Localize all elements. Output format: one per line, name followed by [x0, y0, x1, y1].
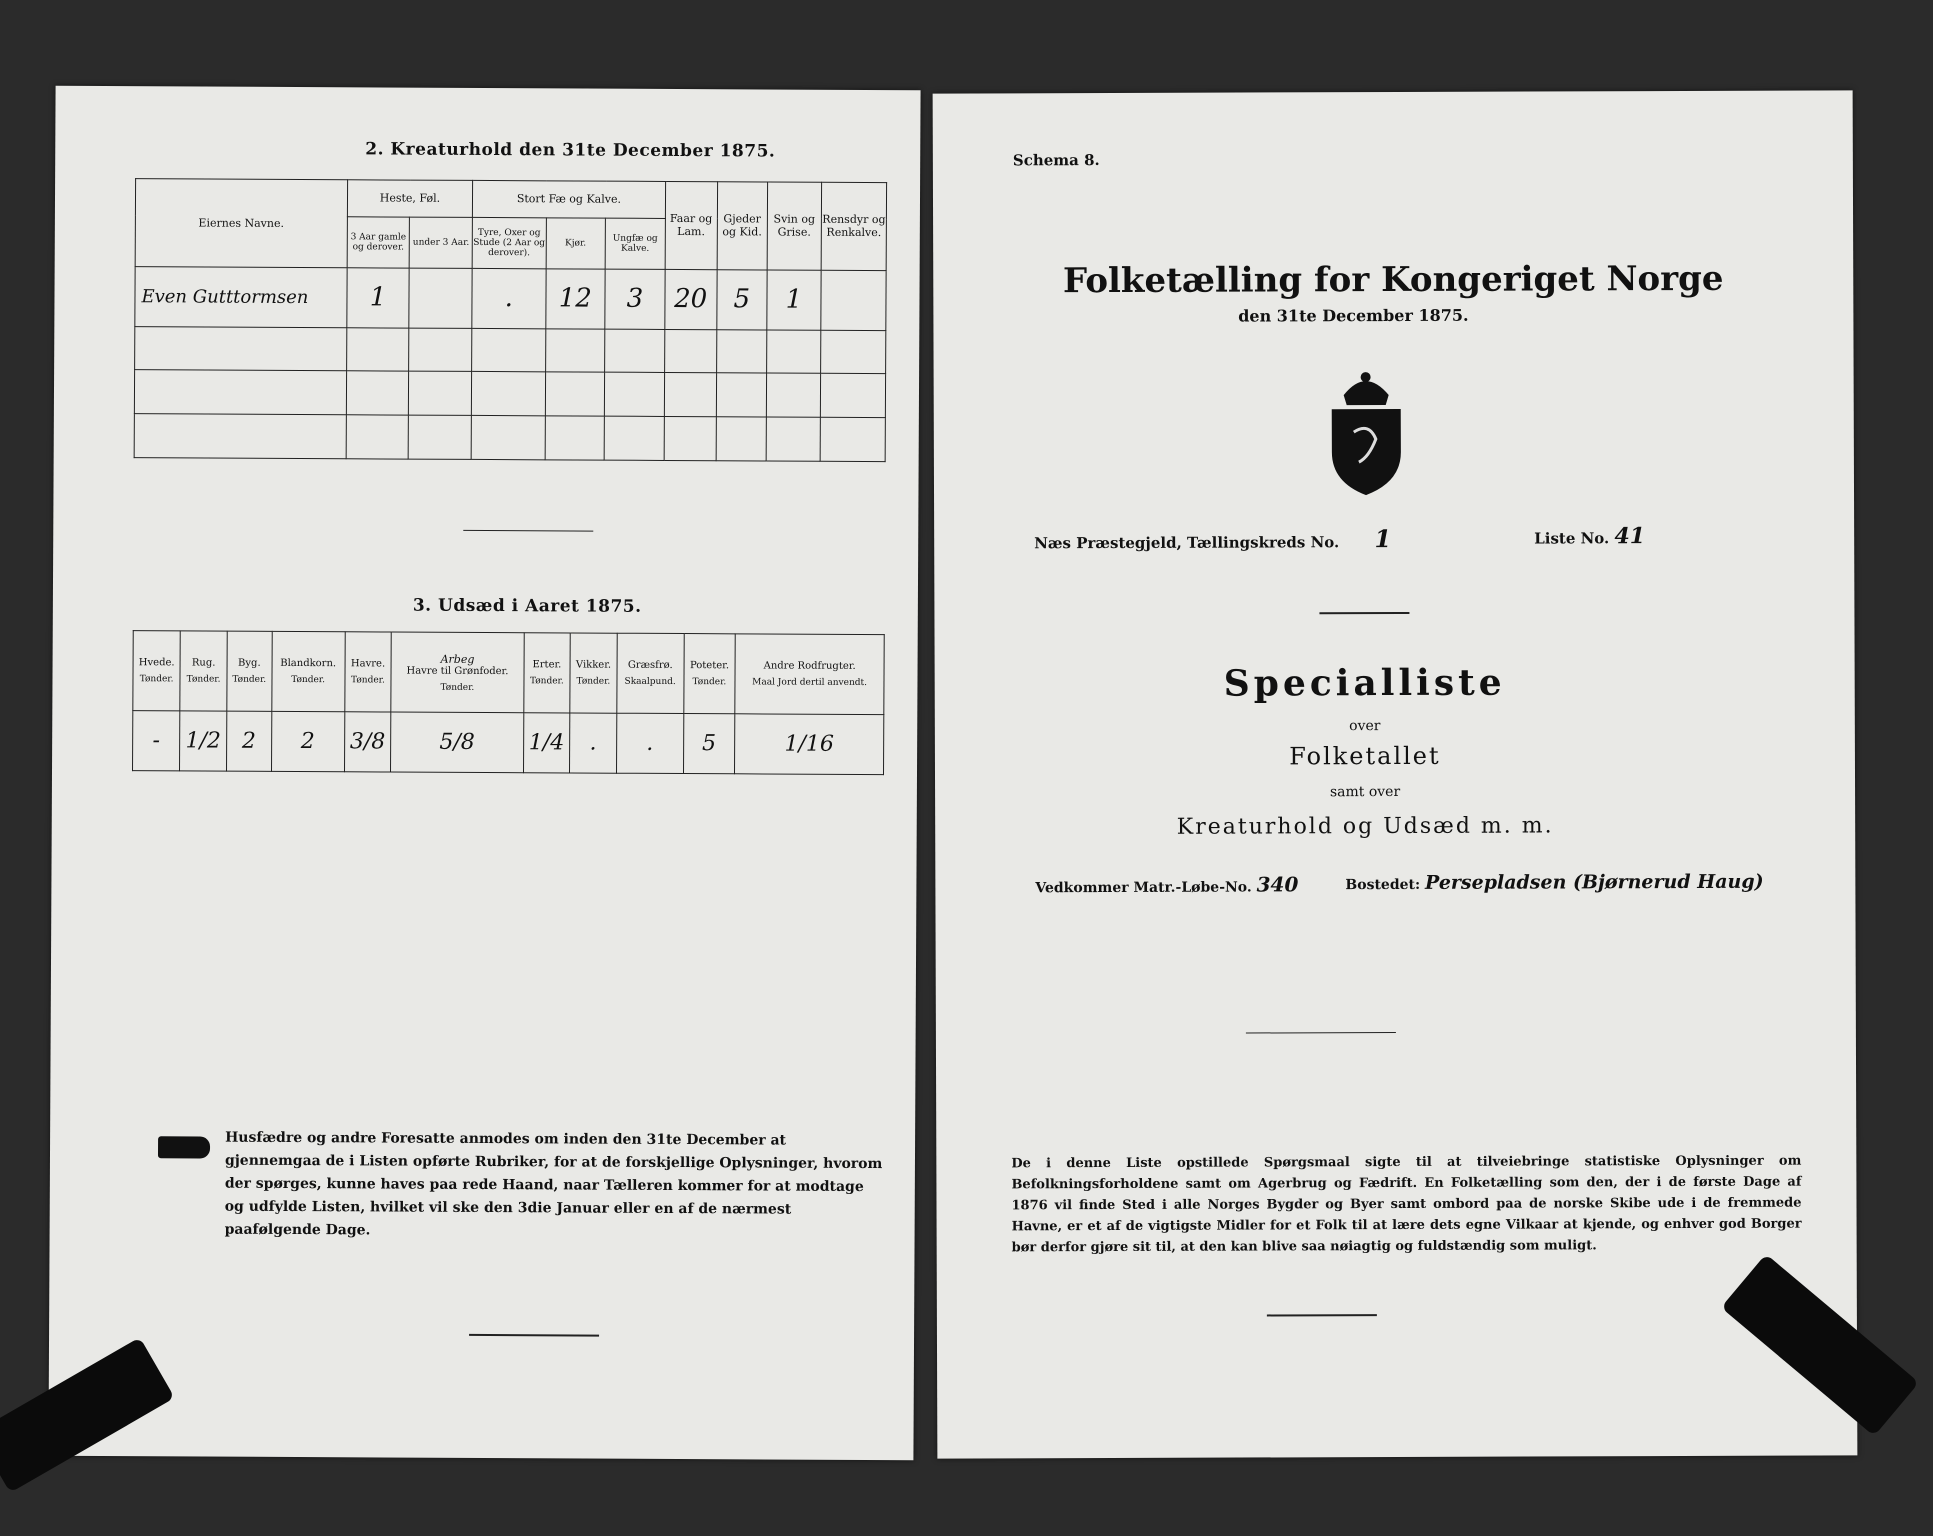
header-pigs: Svin og Grise. — [767, 182, 822, 270]
seed-header-name: Blandkorn. — [280, 657, 337, 670]
liste-number: 41 — [1614, 523, 1646, 550]
value-horses-3plus: 1 — [347, 267, 410, 327]
seed-header — [133, 631, 181, 711]
seed-header — [344, 632, 391, 712]
coat-of-arms-icon — [1314, 367, 1419, 497]
header-oxen: Tyre, Oxer og Stude (2 Aar og derover). — [472, 217, 546, 268]
owner-name: Even Gutttormsen — [135, 266, 347, 327]
date-line: den 31te December 1875. — [1238, 305, 1469, 326]
seed-header-name: Havre til Grønfoder. — [406, 665, 509, 677]
footer-text: De i denne Liste opstillede Spørgsmaal sigte til at tilveiebringe statistiske Oplysninger om Befolkningsforholdene samt om Agerbrug og Fædrift. En Folketælling som den, der i de første Dage af 1876 vil finde Sted i alle Norges Bygder og Byer samt ombord paa de norske Skibe ude i de fremmede Havne, er et af de vigtigste Midler for et Folk til at lære dets egne Vilkaar at kjende, og enhver god Borger bør derfor gjøre sit til, at den kan blive saa nøiagtig og fuldstændig som muligt. — [1011, 1153, 1802, 1256]
seed-header-unit: Skaalpund. — [624, 676, 676, 688]
divider — [1267, 1314, 1377, 1316]
seed-header-unit: Tønder. — [291, 674, 326, 686]
seed-header — [523, 633, 570, 713]
divider — [1246, 1032, 1396, 1034]
seed-value: 5 — [683, 714, 735, 774]
seed-header-name: Rug. — [191, 657, 216, 669]
value-oxen: . — [472, 268, 546, 328]
seed-header-unit: Tønder. — [186, 674, 221, 685]
divider — [1319, 612, 1409, 614]
seed-header-annotation: Arbeg — [440, 652, 475, 666]
header-reindeer: Rensdyr og Renkalve. — [821, 182, 886, 270]
seed-header-unit: Tønder. — [351, 675, 385, 686]
special-title: Specialliste — [1223, 661, 1506, 705]
table-row — [134, 414, 885, 462]
seed-header — [391, 632, 524, 713]
seed-value: - — [133, 711, 181, 771]
seed-value: 1/16 — [735, 714, 884, 775]
section3-title: 3. Udsæd i Aaret 1875. — [412, 595, 642, 617]
header-goats: Gjeder og Kid. — [717, 182, 767, 270]
pointing-hand-icon — [158, 1136, 210, 1158]
header-cattle: Stort Fæ og Kalve. — [473, 180, 666, 218]
header-sheep: Faar og Lam. — [665, 181, 718, 269]
seed-value: 2 — [226, 711, 271, 771]
header-cows: Kjør. — [546, 218, 606, 269]
seed-header-unit: Tønder. — [139, 674, 174, 685]
seed-header-name: Havre. — [350, 658, 386, 670]
samt-over-text: samt over — [1329, 783, 1401, 801]
seed-value: 5/8 — [391, 712, 523, 773]
seed-header — [735, 634, 884, 715]
right-page — [933, 90, 1858, 1458]
seed-value: . — [570, 713, 617, 773]
header-horses-under3: under 3 Aar. — [410, 217, 473, 268]
seed-header-name: Byg. — [238, 657, 261, 669]
value-horses-under3 — [409, 268, 472, 328]
seed-header-name: Græsfrø. — [627, 659, 673, 671]
seed-header — [616, 633, 683, 713]
table-row — [135, 326, 886, 374]
header-young: Ungfæ og Kalve. — [605, 218, 665, 269]
seed-header-unit: Maal Jord dertil anvendt. — [752, 677, 868, 689]
seed-value: 1/4 — [523, 713, 570, 773]
value-cows: 12 — [545, 268, 605, 328]
over-text: over — [1349, 718, 1381, 735]
seed-header-name: Hvede. — [138, 657, 175, 669]
header-owner: Eiernes Navne. — [135, 179, 347, 268]
seed-header-name: Andre Rodfrugter. — [763, 660, 856, 672]
header-horses-3plus: 3 Aar gamle og derover. — [347, 217, 410, 268]
table-row — [135, 266, 886, 330]
seed-header — [570, 633, 617, 713]
seed-header-unit: Tønder. — [529, 676, 564, 687]
seed-header-unit: Tønder. — [440, 682, 475, 693]
bostedet-prefix: Bostedet: — [1345, 876, 1421, 894]
matr-prefix: Vedkommer Matr.-Løbe-No. — [1035, 879, 1252, 897]
seed-value: . — [616, 713, 683, 773]
value-sheep: 20 — [665, 269, 717, 329]
divider — [463, 530, 593, 532]
bostedet-value: Persepladsen (Bjørnerud Haug) — [1424, 870, 1764, 894]
seed-header-unit: Tønder. — [576, 676, 611, 687]
folketallet-text: Folketallet — [1289, 741, 1441, 771]
main-title: Folketælling for Kongeriget Norge — [1062, 258, 1724, 302]
notice-text: Husfædre og andre Foresatte anmodes om inden den 31te December at gjennemgaa de i Listen opførte Rubriker, for at de forskjellige Oplysninger, hvorom der spørges, kunne haves paa rede Haand, naar Tælleren kommer for at modtage og udfylde Listen, hvilket vil ske den 3die Januar eller en af de nærmest paafølgende Dage. — [224, 1129, 883, 1239]
seed-header-name: Vikker. — [575, 659, 612, 671]
value-young: 3 — [605, 269, 665, 329]
bostedet-line — [1345, 871, 1763, 894]
seed-value: 2 — [271, 711, 344, 771]
location-prefix: Næs Præstegjeld, Tællingskreds No. — [1034, 533, 1340, 553]
seed-table — [132, 630, 885, 775]
seed-header-name: Erter. — [532, 659, 562, 671]
value-pigs: 1 — [767, 270, 822, 330]
section2-title: 2. Kreaturhold den 31te December 1875. — [365, 139, 776, 162]
seed-header — [227, 631, 272, 711]
liste-prefix: Liste No. — [1534, 529, 1610, 548]
value-reindeer — [821, 270, 886, 330]
seed-header — [180, 631, 227, 711]
location-line — [1034, 524, 1391, 554]
schema-label: Schema 8. — [1012, 151, 1100, 170]
seed-value: 3/8 — [344, 712, 391, 772]
matr-line — [1035, 872, 1298, 897]
seed-header-unit: Tønder. — [232, 674, 267, 685]
seed-value: 1/2 — [180, 711, 227, 771]
matr-number: 340 — [1256, 872, 1299, 897]
left-page — [48, 86, 920, 1461]
seed-header-unit: Tønder. — [692, 677, 727, 688]
seed-header — [271, 631, 344, 711]
table-row — [134, 370, 885, 418]
divider — [469, 1334, 599, 1337]
seed-header-name: Poteter. — [689, 660, 730, 672]
seed-header — [684, 634, 736, 714]
livestock-table — [134, 178, 887, 462]
liste-line — [1534, 523, 1645, 549]
header-horses: Heste, Føl. — [347, 180, 473, 218]
tallingskreds-number: 1 — [1374, 524, 1392, 554]
value-goats: 5 — [717, 269, 767, 329]
kreaturhold-text: Kreaturhold og Udsæd m. m. — [1176, 813, 1554, 840]
